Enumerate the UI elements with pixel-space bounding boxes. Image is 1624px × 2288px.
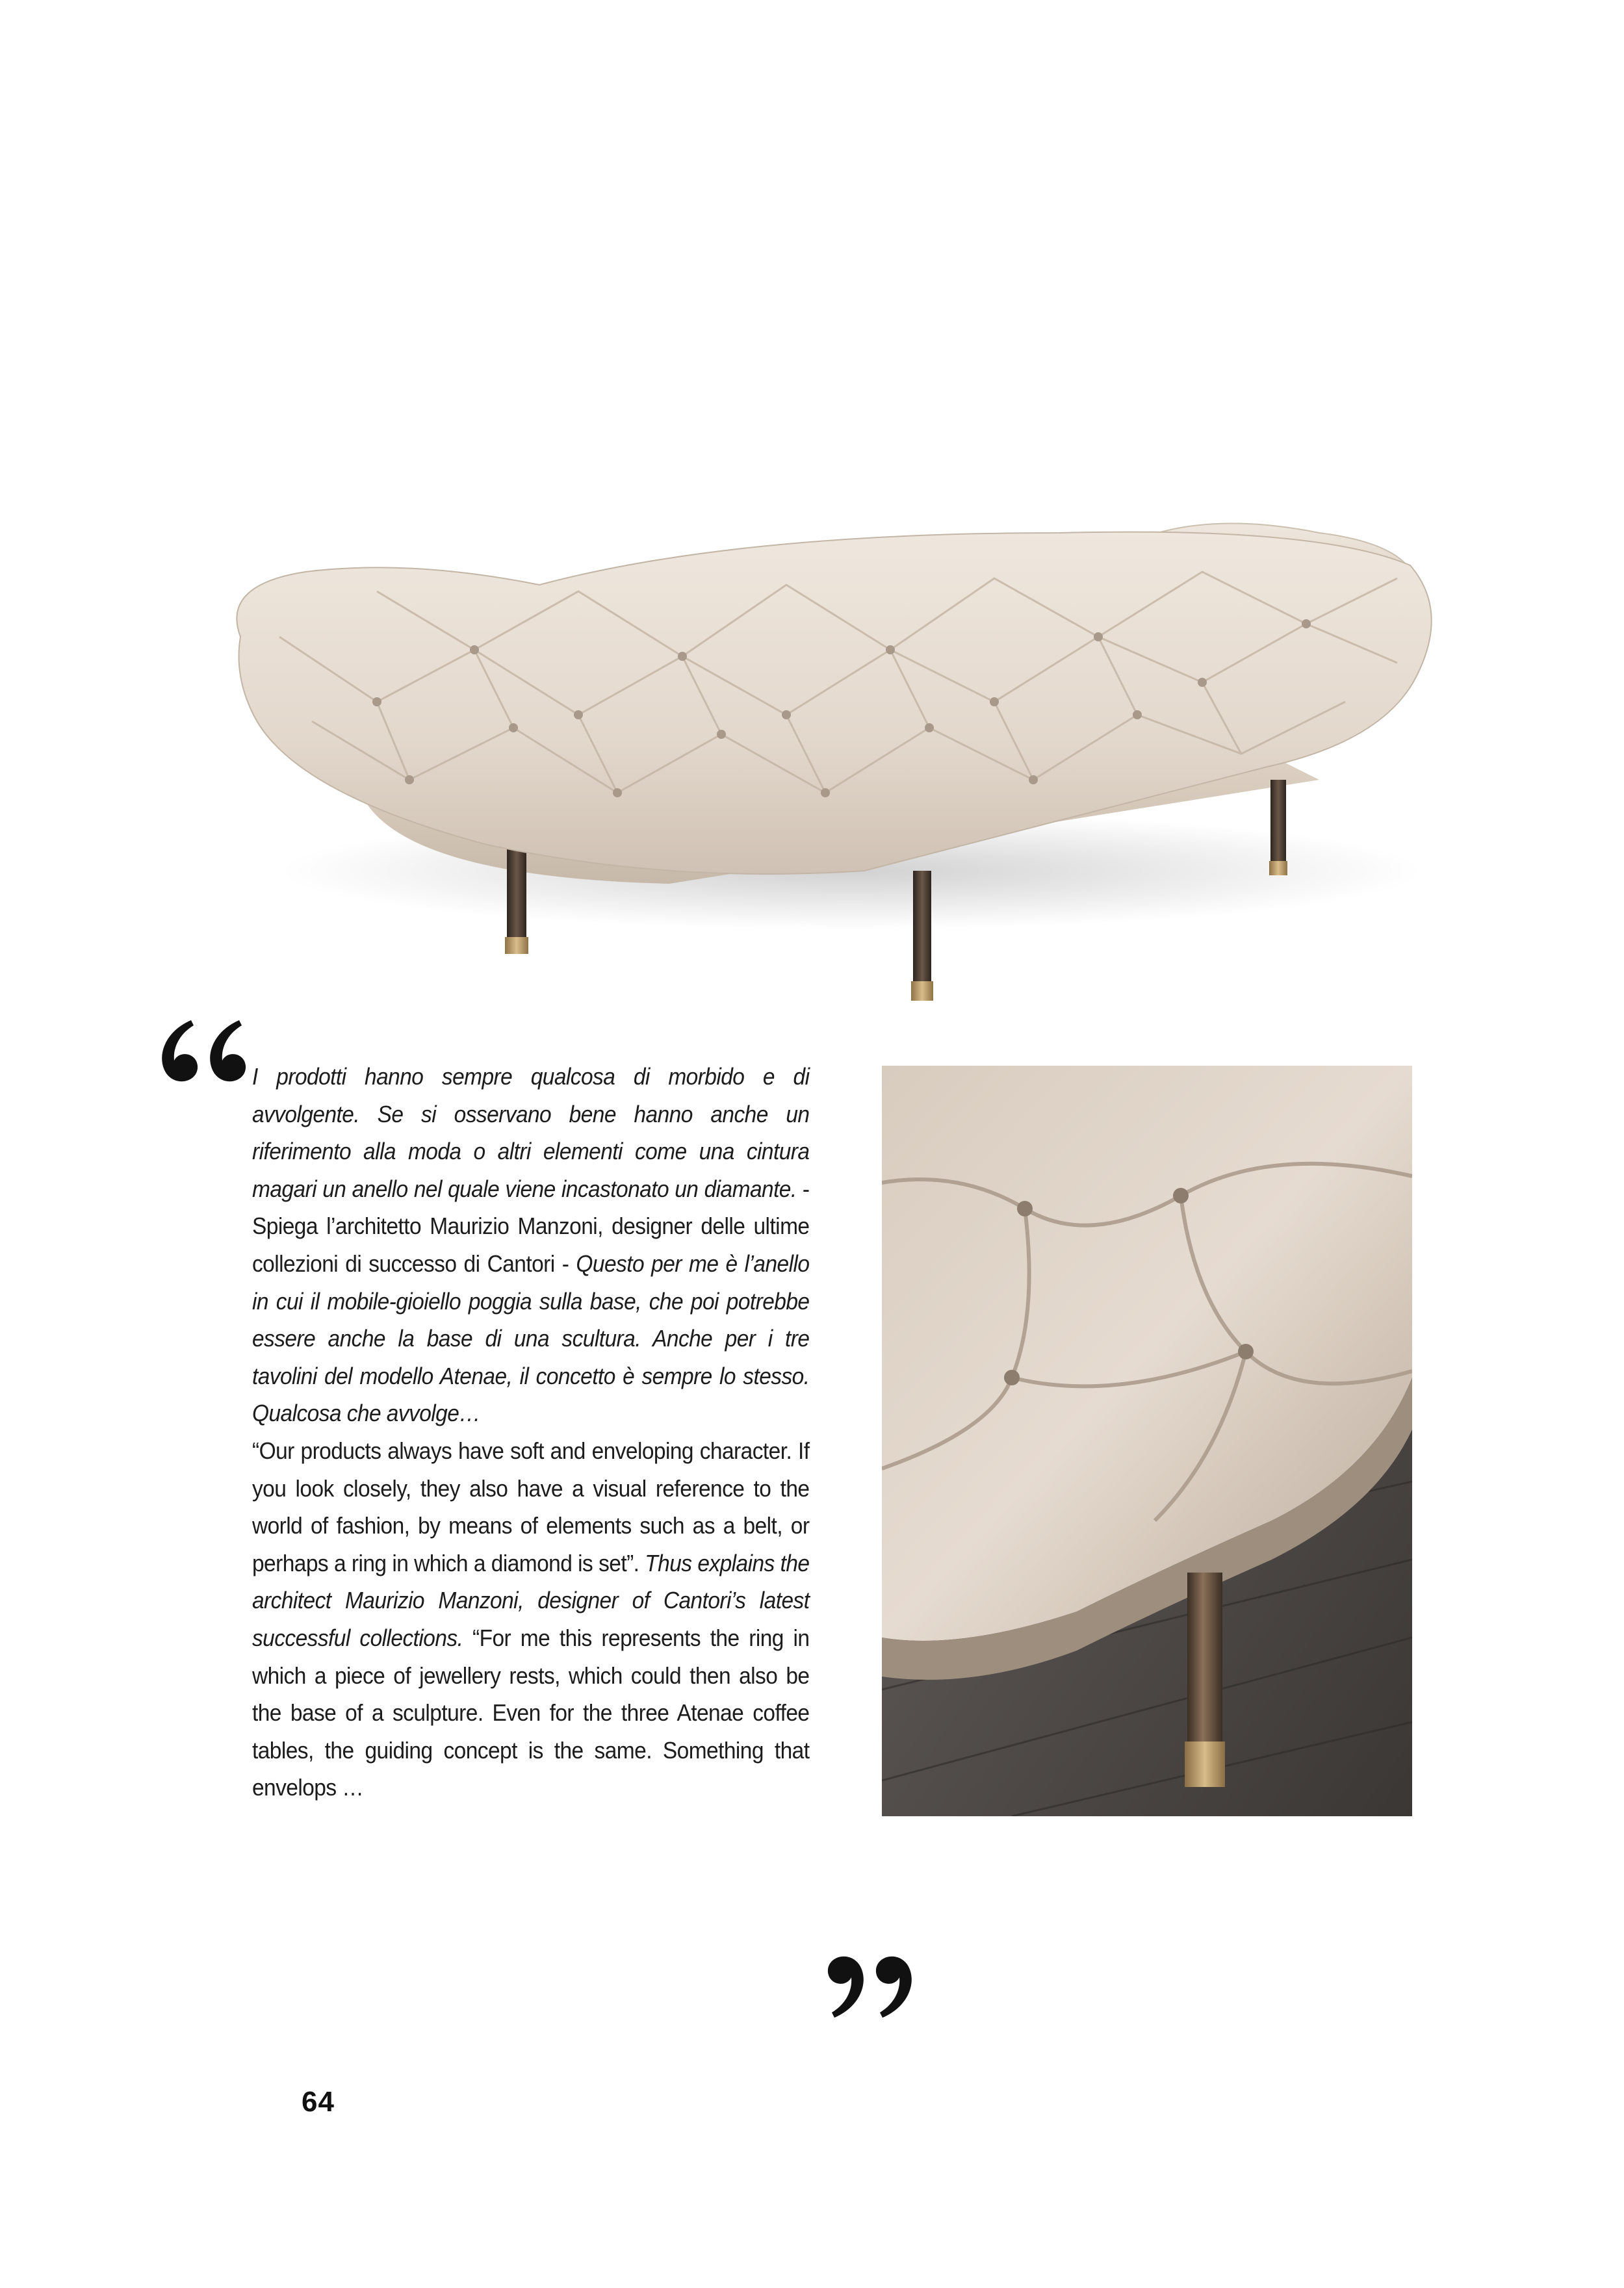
english-quote-part-2: “For me this represents the ring in which a piece of jewellery rests, which could then also be the base of a sculpture. Even for the three Atenae coffee tables, the guiding concept is the same. Something that envelops …	[252, 1624, 810, 1801]
page-number: 64	[302, 2086, 335, 2118]
sofa-detail-image	[882, 1066, 1412, 1816]
italian-paragraph	[252, 1058, 809, 1432]
open-quote-icon	[151, 1001, 248, 1098]
english-attribution: Thus explains the architect Maurizio Manzoni, designer of Cantori’s latest successful collections.	[252, 1549, 810, 1651]
italian-quote-part-1: I prodotti hanno sempre qualcosa di morbido e di avvolgente. Se si osservano bene hanno anche un riferimento alla moda o altri elementi come una cintura magari un anello nel quale viene incastonato un diamante.	[252, 1063, 810, 1202]
italian-quote-part-2: Questo per me è l’anello in cui il mobile-gioiello poggia sulla base, che poi potrebbe essere anche la base di una scultura. Anche per i tre tavolini del modello Atenae, il concetto è sempre lo stesso. Qualcosa che avvolge…	[252, 1250, 810, 1427]
italian-attribution: - Spiega l’architetto Maurizio Manzoni, designer delle ultime collezioni di successo di Cantori -	[252, 1175, 810, 1277]
sofa-hero-image	[214, 507, 1449, 1014]
english-paragraph	[252, 1432, 809, 1806]
close-quote-icon	[825, 1940, 923, 2037]
quote-text-block	[252, 1058, 809, 1806]
english-quote-part-1: “Our products always have soft and enveloping character. If you look closely, they also have a visual reference to the world of fashion, by means of elements such as a belt, or perhaps a ring in which a diamond is set”.	[252, 1437, 810, 1576]
